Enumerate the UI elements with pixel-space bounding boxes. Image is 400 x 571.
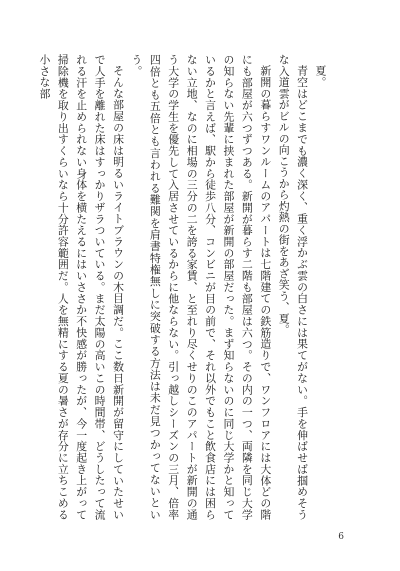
page-number: 6 — [338, 532, 344, 542]
vertical-text-block — [37, 54, 329, 520]
opening-line: 夏。 — [314, 64, 327, 88]
paragraph-2: 新開の暮らすワンルームのアパートは七階建ての鉄筋造りで、ワンフロアには大体どの階にも部屋が六つずつある。新開が暮らす二階も部屋は六つ。その内の一つ、両隣を同じ大学の知らない先輩に挟まれた部屋が新開の部屋だった。まず知らないのに同じ大学かと知っているかと言えば、駅から徒歩八分、コンビニが目の前で、それ以外でもこと飲食店には困らない立地、なのに相場の三分の二を誇る家賃、と至れり尽くせりのこのアパートが新開の通う大学の学生を優先して入居させているからに他ならない。引っ越しシーズンの三月、倍率四倍とも五倍とも言われる難関を肩書特権無しに突破する方法は未だ見つかってないという。 — [129, 54, 272, 520]
paragraph-3: そんな部屋の床は明るいライトブラウンの木目調だ。ここ数日新開が留守にしていたせいで人手を離れた床はすっかりザラついている。まだ太陽の高いこの時間帯、どうしたって流れる汗を止められない身体を横たえるにはいささか不快感が勝ったが、今一度起き上がって掃除機を取り出すくらいなら十分許容範囲だ。人を無精にする夏の暑さが存分に立ちこめる小さな部 — [37, 54, 125, 520]
paragraph-1: 青空はどこまでも濃く深く、重く浮かぶ雲の白さには果てがない。手を伸ばせば掴めそうな入道雲がビルの向こうから灼熱の街をあざ笑う、夏。 — [277, 54, 309, 520]
